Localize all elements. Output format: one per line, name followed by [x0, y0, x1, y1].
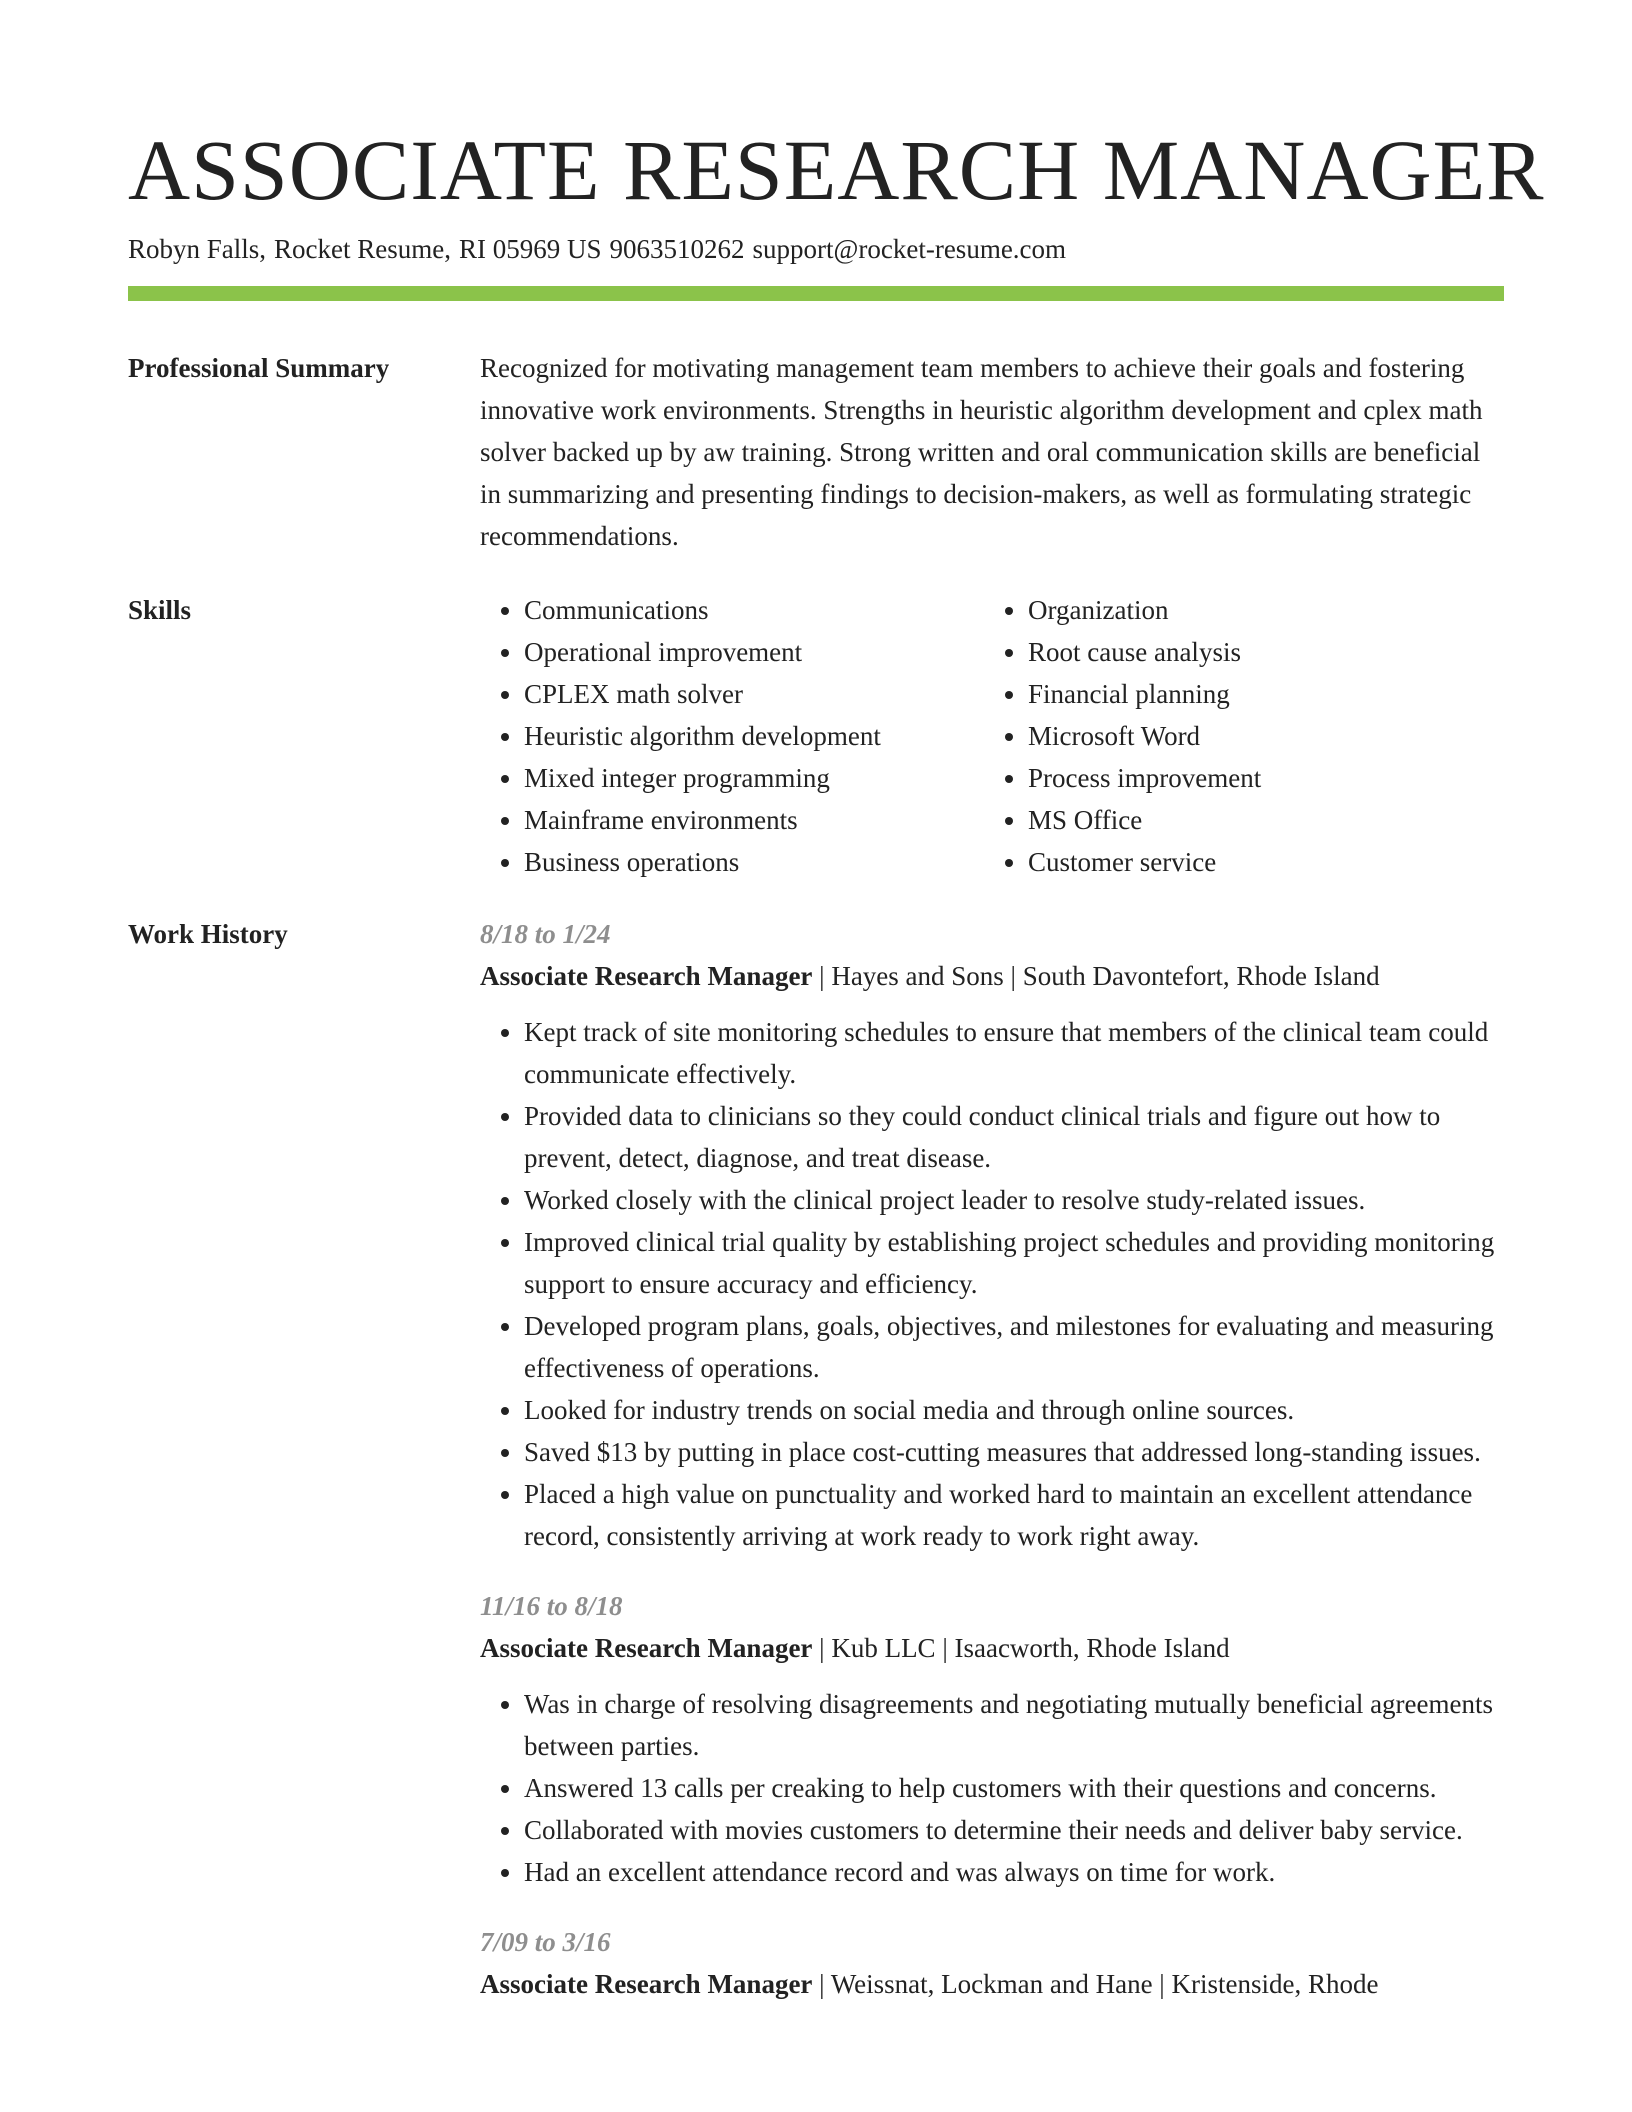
contact-email: support@rocket-resume.com	[752, 234, 1067, 264]
header-divider	[128, 286, 1504, 301]
job-company-location: | Hayes and Sons | South Davontefort, Rhode Island	[812, 961, 1380, 991]
contact-location: RI 05969 US	[459, 234, 602, 264]
job-entry	[480, 1585, 1504, 1893]
job-bullet: • Looked for industry trends on social media and through online sources.	[524, 1389, 1504, 1431]
skills-body	[480, 589, 1504, 883]
job-bullets	[480, 1683, 1504, 1893]
skill-item: • Process improvement	[1028, 757, 1261, 799]
skill-item: • Financial planning	[1028, 673, 1261, 715]
skills-label: Skills	[128, 595, 192, 625]
skill-item: • Mixed integer programming	[524, 757, 984, 799]
job-bullet: • Answered 13 calls per creaking to help customers with their questions and concerns.	[524, 1767, 1504, 1809]
contact-company: Rocket Resume,	[274, 234, 451, 264]
job-bullet: • Collaborated with movies customers to determine their needs and deliver baby service.	[524, 1809, 1504, 1851]
job-bullet: • Kept track of site monitoring schedules to ensure that members of the clinical team could communicate effectively.	[524, 1011, 1504, 1095]
resume-title: ASSOCIATE RESEARCH MANAGER	[128, 122, 1545, 218]
work-body	[480, 913, 1504, 2033]
skill-item: • Microsoft Word	[1028, 715, 1261, 757]
contact-line	[128, 229, 1066, 269]
skill-item: • CPLEX math solver	[524, 673, 984, 715]
job-bullet: • Saved $13 by putting in place cost-cutting measures that addressed long-standing issues.	[524, 1431, 1504, 1473]
job-header	[480, 1627, 1504, 1669]
contact-name: Robyn Falls,	[128, 234, 267, 264]
job-bullet: • Worked closely with the clinical project leader to resolve study-related issues.	[524, 1179, 1504, 1221]
job-title: Associate Research Manager	[480, 1633, 813, 1663]
job-dates: 7/09 to 3/16	[480, 1927, 611, 1957]
skill-item: • Operational improvement	[524, 631, 984, 673]
skill-item: • Customer service	[1028, 841, 1261, 883]
skill-item: • Organization	[1028, 589, 1261, 631]
skill-item: • Mainframe environments	[524, 799, 984, 841]
job-company-location: | Weissnat, Lockman and Hane | Kristenside, Rhode	[812, 1969, 1379, 1999]
job-bullet: • Had an excellent attendance record and was always on time for work.	[524, 1851, 1504, 1893]
job-bullet: • Placed a high value on punctuality and worked hard to maintain an excellent attendance record, consistently arriving at work ready to work right away.	[524, 1473, 1504, 1557]
job-title: Associate Research Manager	[480, 1969, 813, 1999]
summary-label: Professional Summary	[128, 353, 390, 383]
skills-column-1	[480, 589, 984, 883]
skill-item: • MS Office	[1028, 799, 1261, 841]
job-title: Associate Research Manager	[480, 961, 813, 991]
job-bullets	[480, 1011, 1504, 1557]
job-header	[480, 1963, 1504, 2005]
job-bullet: • Provided data to clinicians so they could conduct clinical trials and figure out how to prevent, detect, diagnose, and treat disease.	[524, 1095, 1504, 1179]
job-bullet: • Was in charge of resolving disagreements and negotiating mutually beneficial agreements between parties.	[524, 1683, 1504, 1767]
skills-column-2	[984, 589, 1261, 883]
job-company-location: | Kub LLC | Isaacworth, Rhode Island	[812, 1633, 1230, 1663]
job-entry	[480, 1921, 1504, 2005]
job-bullet: • Improved clinical trial quality by establishing project schedules and providing monitoring support to ensure accuracy and efficiency.	[524, 1221, 1504, 1305]
skill-item: • Heuristic algorithm development	[524, 715, 984, 757]
skill-item: • Business operations	[524, 841, 984, 883]
job-dates: 8/18 to 1/24	[480, 919, 611, 949]
job-bullet: • Developed program plans, goals, objectives, and milestones for evaluating and measuring effectiveness of operations.	[524, 1305, 1504, 1389]
work-label: Work History	[128, 919, 288, 949]
job-header	[480, 955, 1504, 997]
contact-phone: 9063510262	[609, 234, 745, 264]
skill-item: • Communications	[524, 589, 984, 631]
summary-text: Recognized for motivating management team members to achieve their goals and fostering innovative work environments. Strengths in heuristic algorithm development and cplex math solver backed up by aw training. Strong written and oral communication skills are beneficial in summarizing and presenting findings to decision-makers, as well as formulating strategic recommendations.	[480, 353, 1483, 551]
skill-item: • Root cause analysis	[1028, 631, 1261, 673]
job-dates: 11/16 to 8/18	[480, 1591, 623, 1621]
job-entry	[480, 913, 1504, 1557]
summary-body	[480, 347, 1504, 557]
